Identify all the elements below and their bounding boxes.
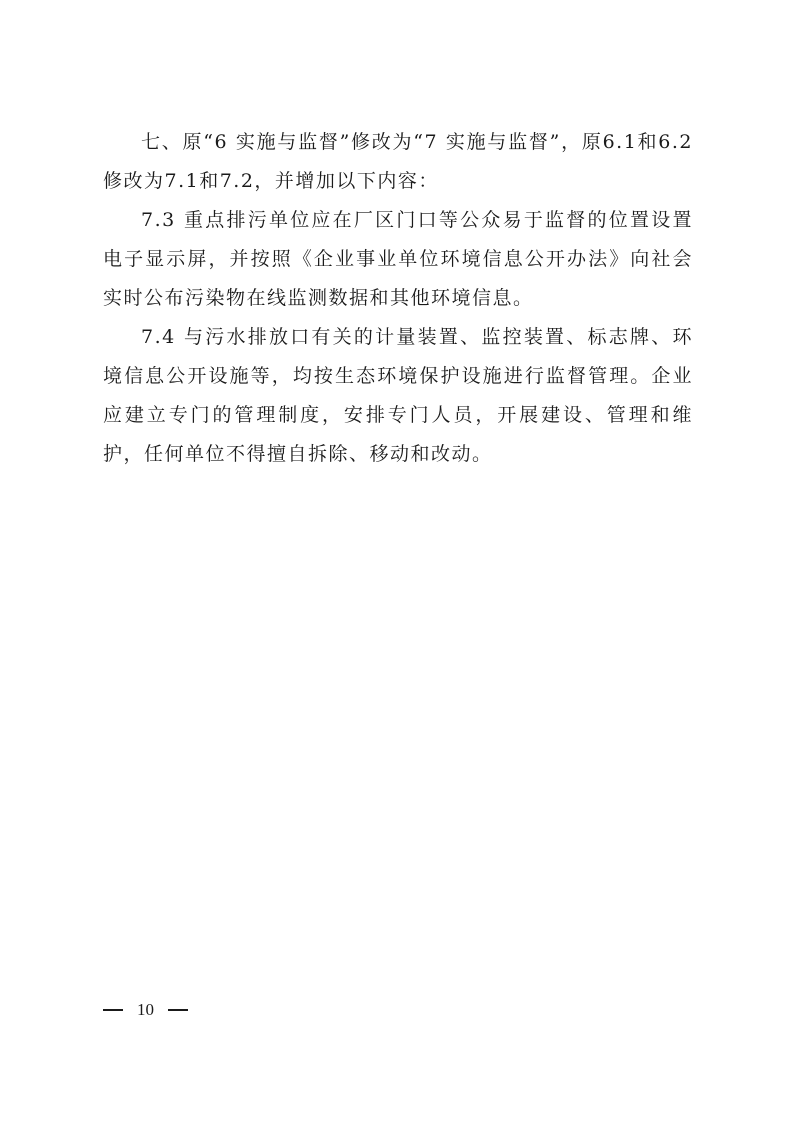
left-dash bbox=[103, 1009, 123, 1011]
paragraph-amendment-7: 七、原“6 实施与监督”修改为“7 实施与监督”，原6.1和6.2修改为7.1和7.2，并增加以下内容： bbox=[103, 131, 693, 192]
paragraph-7-3: 7.3 重点排污单位应在厂区门口等公众易于监督的位置设置电子显示屏，并按照《企业事业单位环境信息公开办法》向社会实时公布污染物在线监测数据和其他环境信息。 bbox=[103, 209, 693, 309]
paragraph-7-4: 7.4 与污水排放口有关的计量装置、监控装置、标志牌、环境信息公开设施等，均按生态环境保护设施进行监督管理。企业应建立专门的管理制度，安排专门人员，开展建设、管理和维护，任何单位不得擅自拆除、移动和改动。 bbox=[103, 326, 693, 465]
right-dash bbox=[168, 1009, 188, 1011]
page-footer bbox=[103, 995, 188, 1025]
document-body bbox=[103, 123, 693, 474]
page-number: 10 bbox=[137, 1000, 154, 1019]
